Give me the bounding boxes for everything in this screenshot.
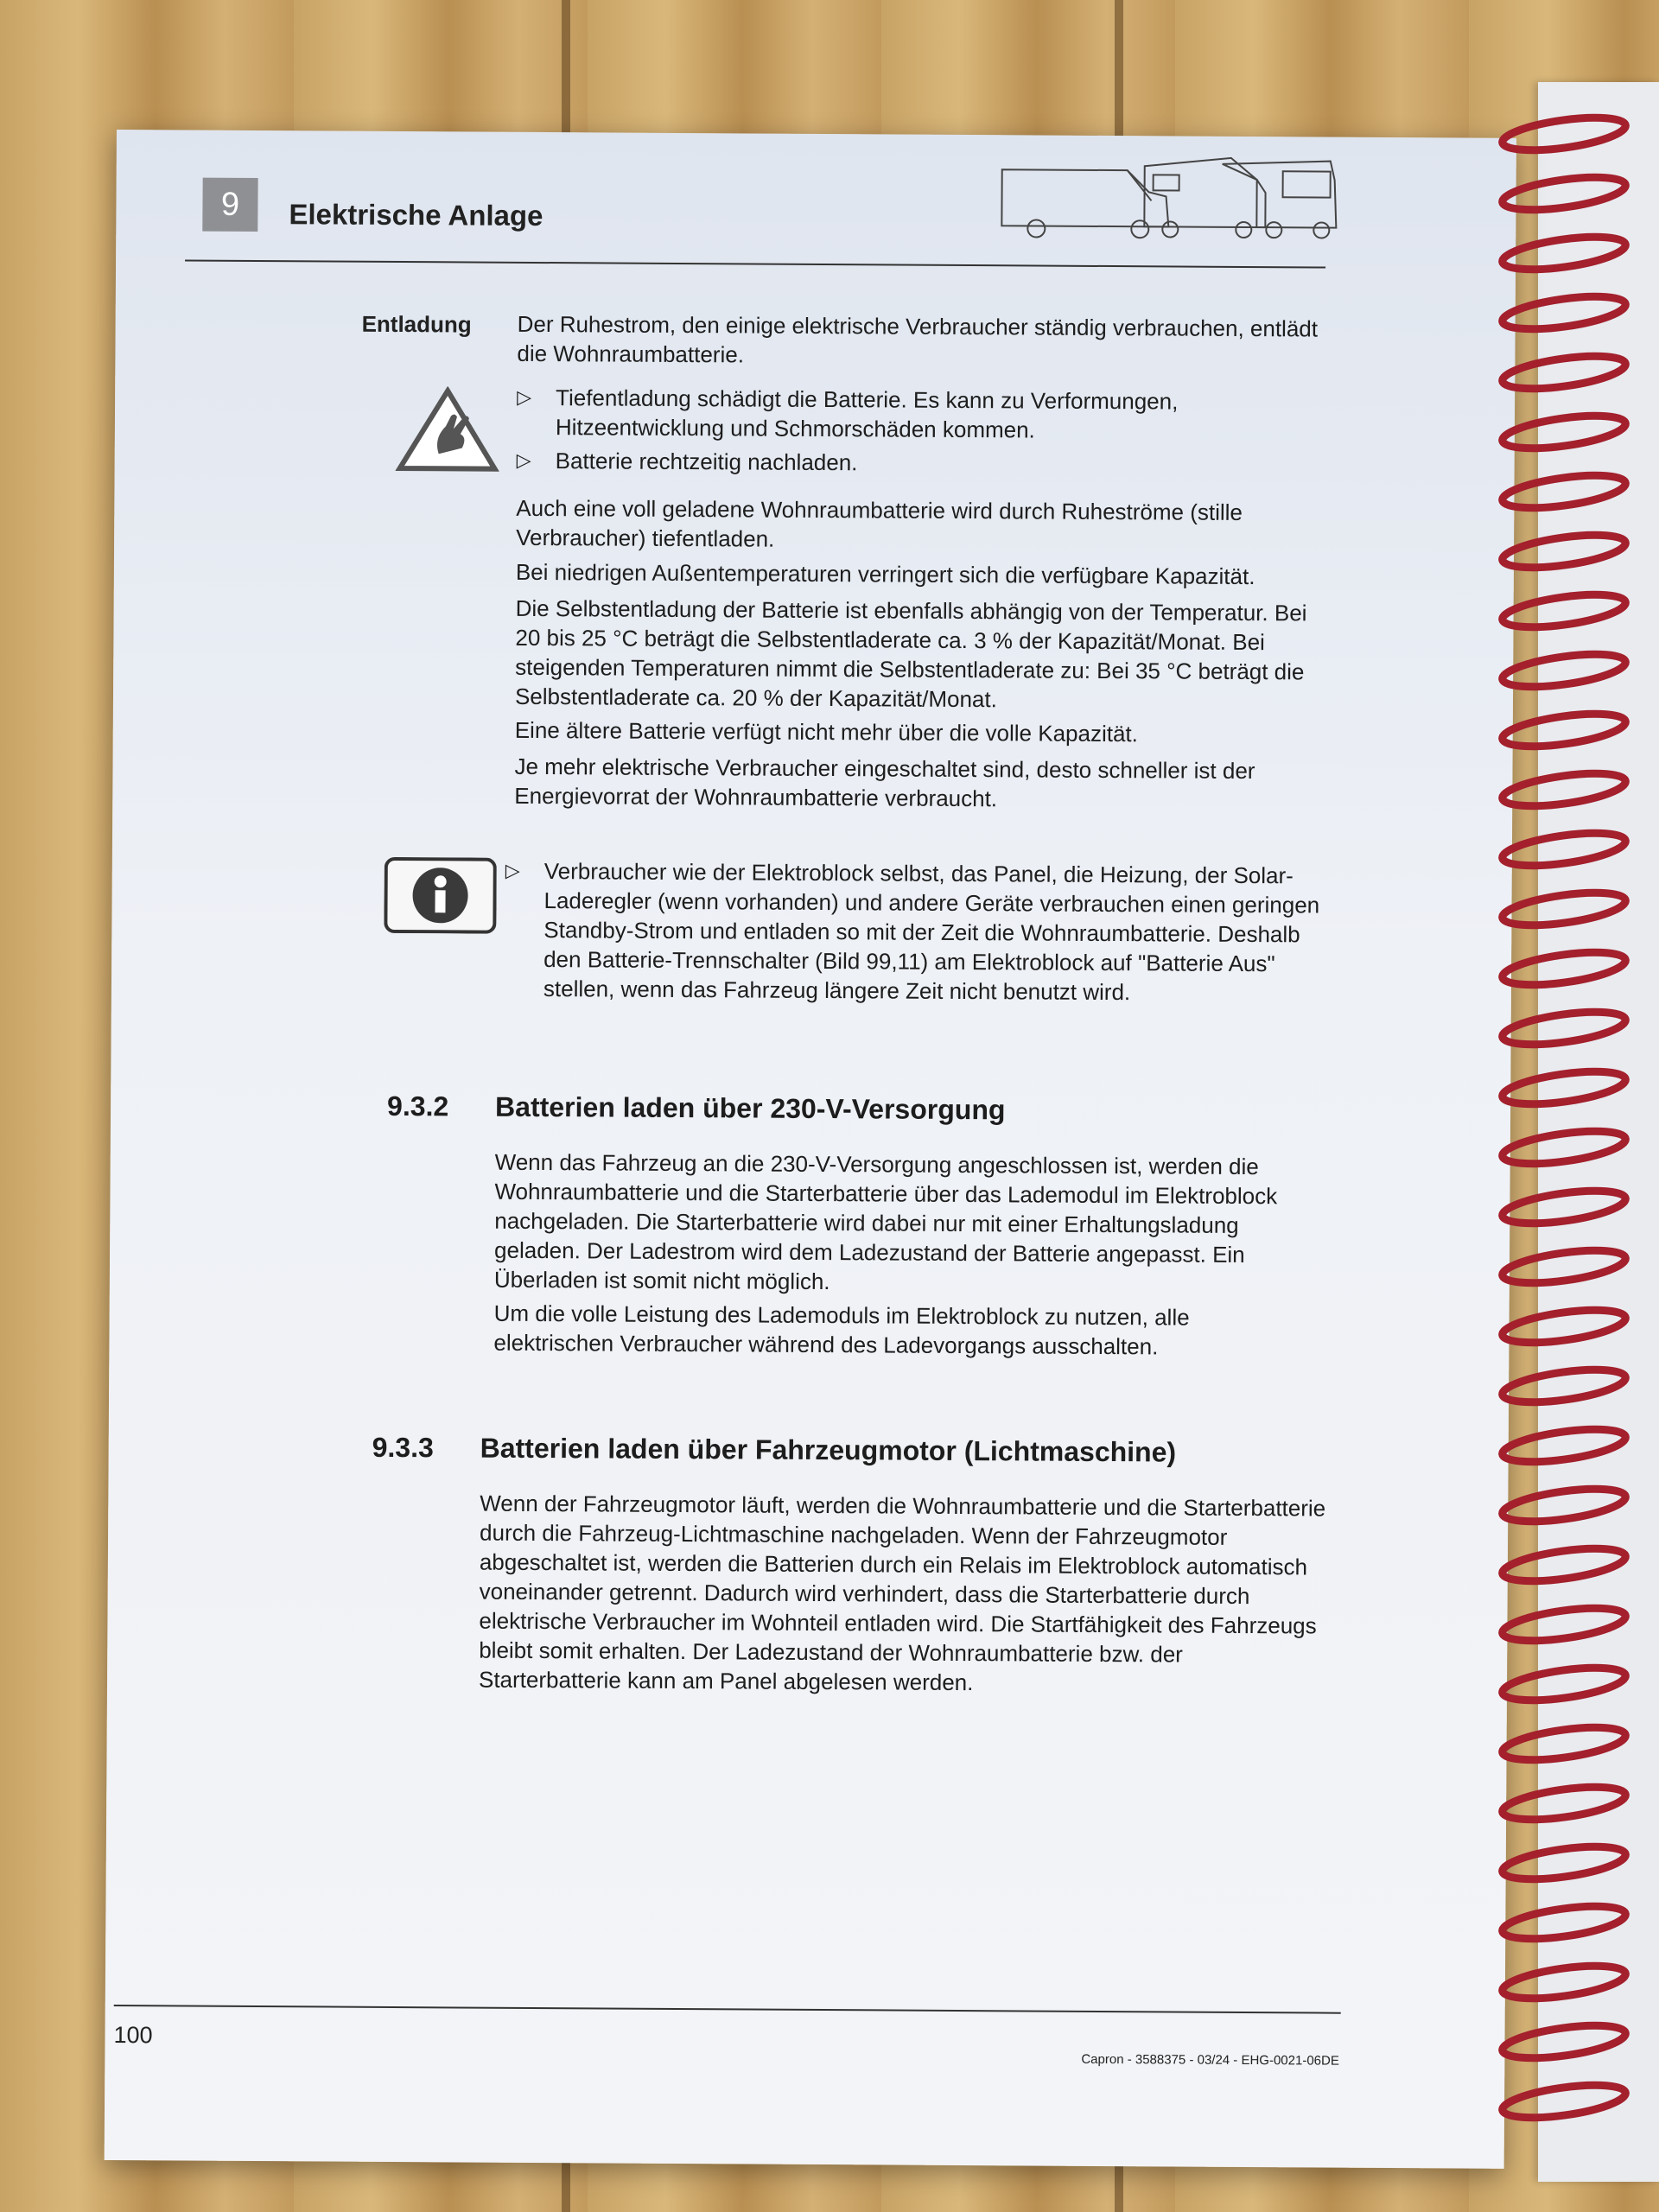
spiral-coil bbox=[1500, 1304, 1627, 1349]
spiral-coil bbox=[1500, 887, 1627, 931]
warning-bullet bbox=[517, 383, 1351, 447]
spiral-coil bbox=[1500, 2079, 1627, 2124]
spiral-binding-icon bbox=[1469, 112, 1642, 2169]
spiral-coil bbox=[1500, 767, 1627, 812]
spiral-coil bbox=[1500, 1065, 1627, 1110]
chapter-title: Elektrische Anlage bbox=[289, 198, 543, 232]
spiral-coil bbox=[1500, 1840, 1627, 1885]
spiral-coil bbox=[1500, 1006, 1627, 1051]
spiral-coil bbox=[1500, 708, 1627, 753]
info-bullet-text: Verbraucher wie der Elektroblock selbst, das Panel, die Heizung, der Solar-Laderegler (wenn vorhanden) und andere Geräte verbrauchen einen geringen Standby-Strom und entladen so mit der Zeit die Wohnraumbatterie. Deshalb den Batterie-Trennschalter (Bild 99,11) am Elektroblock auf "Batterie Aus" stellen, wenn das Fahrzeug längere Zeit nicht benutzt wird. bbox=[543, 858, 1320, 1006]
paragraph: Je mehr elektrische Verbraucher eingeschaltet sind, desto schneller ist der Energievorrat der Wohnraumbatterie verbraucht. bbox=[514, 753, 1255, 812]
section-number: 9.3.3 bbox=[372, 1431, 434, 1464]
section-label-entladung: Entladung bbox=[361, 310, 472, 338]
spiral-coil bbox=[1500, 1363, 1627, 1408]
paragraph: Wenn der Fahrzeugmotor läuft, werden die Wohnraumbatterie und die Starterbatterie durch die Fahrzeug-Lichtmaschine nachgeladen. Wenn der Fahrzeugmotor abgeschaltet ist, werden die Batterien durch ein Relais im Elektroblock automatisch voneinander getrennt. Dadurch wird verhindert, dass die Starterbatterie durch elektrische Verbraucher im Wohnteil entladen wird. Die Startfähigkeit des Fahrzeugs bleibt somit erhalten. Der Ladezustand der Wohnraumbatterie bzw. der Starterbatterie kann am Panel abgelesen werden. bbox=[478, 1490, 1326, 1696]
spiral-coil bbox=[1500, 1662, 1627, 1707]
bullet-arrow-icon: ▷ bbox=[516, 448, 531, 471]
page-number: 100 bbox=[113, 2022, 153, 2049]
spiral-coil bbox=[1500, 1781, 1627, 1826]
footer-rule bbox=[114, 2005, 1341, 2014]
paragraph: Die Selbstentladung der Batterie ist ebenfalls abhängig von der Temperatur. Bei 20 bis 25 °C beträgt die Selbstentladerate ca. 3 % der Kapazität/Monat. Bei steigenden Temperaturen nimmt die Selbstentladerate zu: Bei 35 °C beträgt die Selbstentladerate ca. 20 % der Kapazität/Monat. bbox=[514, 594, 1307, 713]
spiral-coil bbox=[1500, 350, 1627, 395]
spiral-coil bbox=[1500, 410, 1627, 454]
spiral-coil bbox=[1500, 1423, 1627, 1468]
spiral-coil bbox=[1500, 469, 1627, 514]
spiral-coil bbox=[1500, 1125, 1627, 1170]
spiral-coil bbox=[1500, 290, 1627, 335]
spiral-coil bbox=[1500, 1900, 1627, 1945]
paragraph: Eine ältere Batterie verfügt nicht mehr über die volle Kapazität. bbox=[514, 716, 1139, 747]
spiral-coil bbox=[1500, 1185, 1627, 1230]
spiral-coil bbox=[1500, 171, 1627, 216]
bullet-arrow-icon: ▷ bbox=[505, 859, 520, 881]
spiral-coil bbox=[1500, 2019, 1627, 2064]
section-number: 9.3.2 bbox=[386, 1090, 449, 1122]
warning-bullet-text: Tiefentladung schädigt die Batterie. Es kann zu Verformungen, Hitzeentwicklung und Schmorschäden kommen. bbox=[555, 385, 1179, 443]
spiral-coil bbox=[1500, 231, 1627, 276]
spiral-coil bbox=[1500, 1542, 1627, 1587]
spiral-coil bbox=[1500, 112, 1627, 156]
manual-page bbox=[105, 130, 1516, 2169]
paragraph: Wenn das Fahrzeug an die 230-V-Versorgung angeschlossen ist, werden die Wohnraumbatterie und die Starterbatterie über das Lademodul im Elektroblock nachgeladen. Die Starterbatterie wird dabei nur mit einer Erhaltungsladung geladen. Der Ladestrom wird dem Ladezustand der Batterie angepasst. Ein Überladen ist somit nicht möglich. bbox=[493, 1148, 1278, 1295]
info-bullet bbox=[505, 856, 1331, 1008]
warning-bullet bbox=[516, 446, 1351, 480]
paragraph: Um die volle Leistung des Lademoduls im Elektroblock zu nutzen, alle elektrischen Verbraucher während des Ladevorgangs ausschalten. bbox=[493, 1300, 1190, 1360]
spiral-coil bbox=[1500, 1602, 1627, 1647]
spiral-coil bbox=[1500, 1244, 1627, 1289]
warning-icon bbox=[396, 386, 500, 474]
paragraph: Auch eine voll geladene Wohnraumbatterie wird durch Ruheströme (stille Verbraucher) tiefentladen. bbox=[516, 494, 1243, 552]
spiral-coil bbox=[1500, 946, 1627, 991]
header-rule bbox=[185, 259, 1325, 268]
motorhome-icons bbox=[997, 152, 1344, 249]
chapter-number-box: 9 bbox=[202, 178, 257, 232]
document-code: Capron - 3588375 - 03/24 - EHG-0021-06DE bbox=[1081, 2051, 1339, 2069]
spiral-coil bbox=[1500, 588, 1627, 633]
spiral-coil bbox=[1500, 1960, 1627, 2005]
warning-bullet-text: Batterie rechtzeitig nachladen. bbox=[555, 448, 858, 476]
section-title: Batterien laden über Fahrzeugmotor (Lichtmaschine) bbox=[480, 1432, 1177, 1468]
info-icon bbox=[384, 857, 497, 934]
spiral-coil bbox=[1500, 827, 1627, 872]
spiral-coil bbox=[1500, 529, 1627, 574]
spiral-coil bbox=[1500, 648, 1627, 693]
spiral-coil bbox=[1500, 1483, 1627, 1528]
bullet-arrow-icon: ▷ bbox=[517, 385, 532, 408]
paragraph: Bei niedrigen Außentemperaturen verringert sich die verfügbare Kapazität. bbox=[515, 558, 1255, 590]
section-title: Batterien laden über 230-V-Versorgung bbox=[494, 1090, 1006, 1126]
entladung-intro: Der Ruhestrom, den einige elektrische Verbraucher ständig verbrauchen, entlädt die Wohnraumbatterie. bbox=[517, 310, 1319, 368]
spiral-coil bbox=[1500, 1721, 1627, 1766]
